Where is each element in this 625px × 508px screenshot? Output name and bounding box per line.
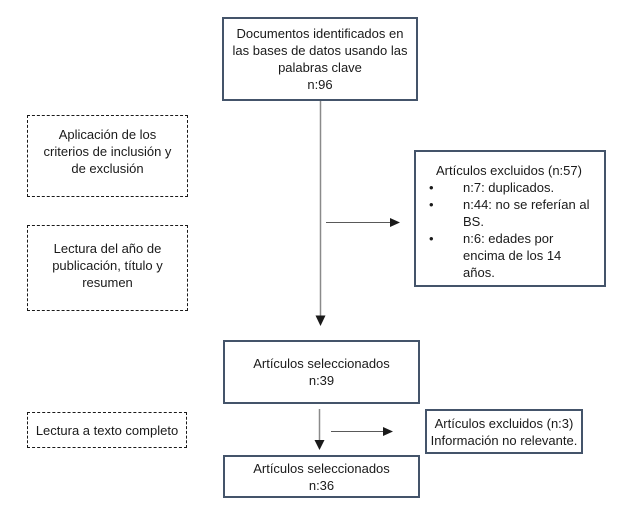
excluded-57-item <box>416 179 604 196</box>
year-title-abstract-line: resumen <box>82 275 133 290</box>
bullet-icon: • <box>429 197 434 212</box>
excluded-3-title: Artículos excluidos (n:3) <box>434 415 574 431</box>
excluded-57-title: Artículos excluidos (n:57) <box>436 163 582 178</box>
criteria-application-line: criterios de inclusión y <box>43 144 172 159</box>
year-title-abstract-line: Lectura del año de <box>53 241 162 256</box>
documents-identified-count: n:96 <box>307 77 333 92</box>
box-selected-36 <box>223 455 420 498</box>
bullet-icon: • <box>429 231 434 246</box>
criteria-application-line: de exclusión <box>71 161 144 176</box>
excluded-57-item-text: n:6: edades por encima de los 14 años. <box>463 231 562 280</box>
excluded-3-reason: Información no relevante. <box>430 432 578 448</box>
box-fulltext-reading <box>27 412 187 448</box>
excluded-57-item <box>416 230 604 281</box>
selected-39-count: n:39 <box>308 373 335 388</box>
arrow-selected39-to-selected36-head <box>315 440 325 450</box>
fulltext-reading-line: Lectura a texto completo <box>35 422 179 438</box>
box-documents-identified <box>222 17 418 101</box>
bullet-icon: • <box>429 180 434 195</box>
documents-identified-line: palabras clave <box>278 60 362 75</box>
box-selected-39 <box>223 340 420 404</box>
documents-identified-line: Documentos identificados en <box>236 26 404 41</box>
box-year-title-abstract-reading <box>27 225 188 311</box>
excluded-57-item <box>416 196 604 230</box>
box-excluded-57 <box>414 150 606 287</box>
selected-36-count: n:36 <box>308 477 335 493</box>
box-criteria-application <box>27 115 188 197</box>
box-excluded-3 <box>425 409 583 454</box>
year-title-abstract-line: publicación, título y <box>52 258 163 273</box>
arrow-identified-to-selected39-head <box>316 316 326 327</box>
arrow-to-excluded3-head <box>383 427 393 436</box>
selected-36-line: Artículos seleccionados <box>253 460 390 476</box>
documents-identified-line: las bases de datos usando las <box>232 43 408 58</box>
criteria-application-line: Aplicación de los <box>58 127 157 142</box>
arrow-to-excluded57-head <box>390 218 400 227</box>
excluded-57-item-text: n:7: duplicados. <box>463 180 555 195</box>
excluded-57-item-text: n:44: no se referían al BS. <box>463 197 590 229</box>
selected-39-line: Artículos seleccionados <box>253 356 390 371</box>
